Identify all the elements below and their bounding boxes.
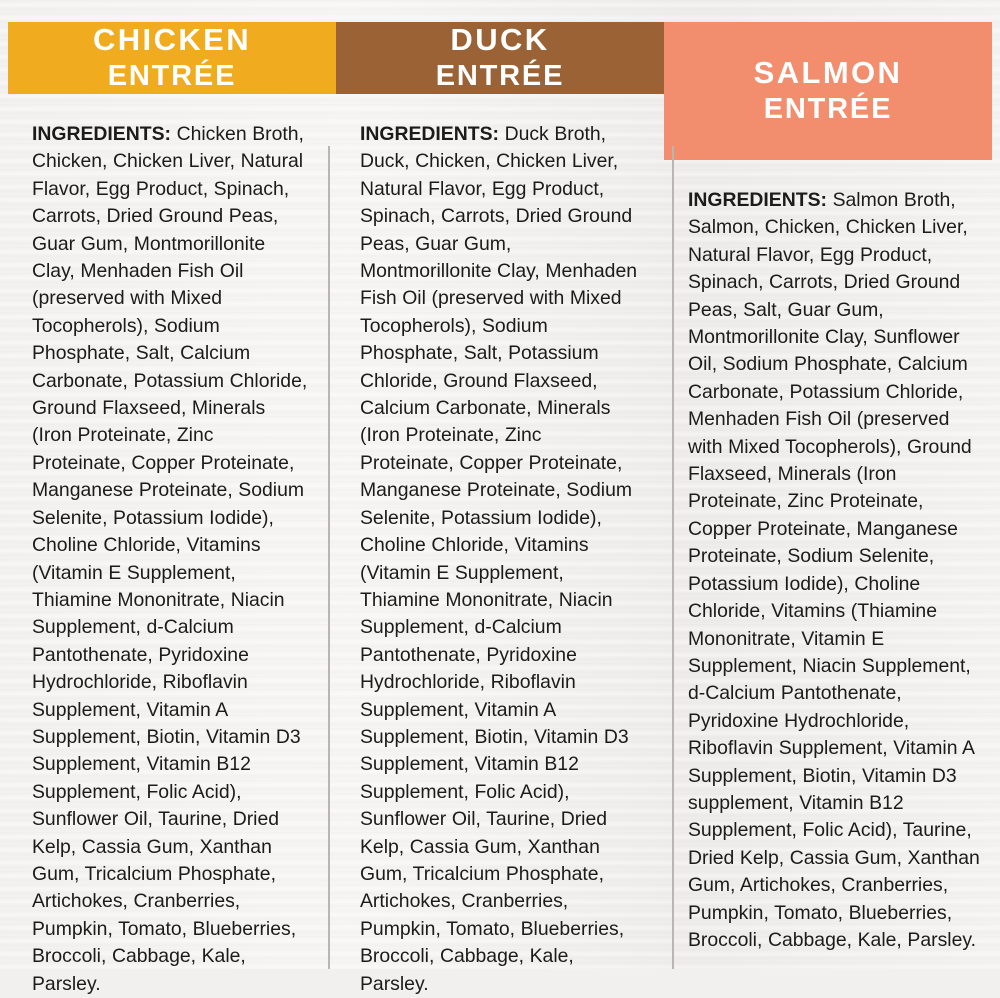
column-duck (336, 0, 664, 995)
column-divider-left (328, 146, 330, 969)
ingredients-text-duck: Duck Broth, Duck, Chicken, Chicken Liver, Natural Flavor, Egg Product, Spinach, Carrots, Dried Ground Peas, Guar Gum, Montmorillonite Clay, Menhaden Fish Oil (preserved with Mixed Tocopherols), Sodium Phosphate, Salt, Potassium Chloride, Ground Flaxseed, Calcium Carbonate, Minerals (Iron Proteinate, Zinc Proteinate, Copper Proteinate, Manganese Proteinate, Sodium Selenite, Potassium Iodide), Choline Chloride, Vitamins (Vitamin E Supplement, Thiamine Mononitrate, Niacin Supplement, d-Calcium Pantothenate, Pyridoxine Hydrochloride, Riboflavin Supplement, Vitamin A Supplement, Biotin, Vitamin D3 Supplement, Vitamin B12 Supplement, Folic Acid), Sunflower Oil, Taurine, Dried Kelp, Cassia Gum, Xanthan Gum, Tricalcium Phosphate, Artichokes, Cranberries, Pumpkin, Tomato, Blueberries, Broccoli, Cabbage, Kale, Parsley. (360, 123, 638, 995)
banner-salmon-title-line1: SALMON (753, 55, 903, 90)
column-chicken (0, 0, 336, 995)
ingredients-salmon (664, 160, 992, 954)
ingredients-chicken (8, 94, 336, 998)
column-divider-right (672, 146, 674, 969)
column-salmon (664, 0, 1000, 969)
ingredients-duck (336, 94, 664, 998)
banner-salmon (664, 22, 992, 160)
banner-duck-title-line2: ENTRÉE (435, 60, 565, 92)
banner-chicken-title-line2: ENTRÉE (107, 60, 237, 92)
banner-salmon-title-line2: ENTRÉE (763, 93, 893, 125)
banner-chicken-title-line1: CHICKEN (92, 22, 252, 57)
banner-duck (336, 22, 664, 94)
ingredients-text-chicken: Chicken Broth, Chicken, Chicken Liver, Natural Flavor, Egg Product, Spinach, Carrots, Dried Ground Peas, Guar Gum, Montmorillonite Clay, Menhaden Fish Oil (preserved with Mixed Tocopherols), Sodium Phosphate, Salt, Calcium Carbonate, Potassium Chloride, Ground Flaxseed, Minerals (Iron Proteinate, Zinc Proteinate, Copper Proteinate, Manganese Proteinate, Sodium Selenite, Potassium Iodide), Choline Chloride, Vitamins (Vitamin E Supplement, Thiamine Mononitrate, Niacin Supplement, d-Calcium Pantothenate, Pyridoxine Hydrochloride, Riboflavin Supplement, Vitamin A Supplement, Biotin, Vitamin D3 Supplement, Vitamin B12 Supplement, Folic Acid), Sunflower Oil, Taurine, Dried Kelp, Cassia Gum, Xanthan Gum, Tricalcium Phosphate, Artichokes, Cranberries, Pumpkin, Tomato, Blueberries, Broccoli, Cabbage, Kale, Parsley. (32, 123, 308, 995)
ingredients-label-salmon: INGREDIENTS: (688, 189, 827, 211)
banner-duck-title-line1: DUCK (450, 22, 550, 57)
banner-chicken (8, 22, 336, 94)
ingredients-text-salmon: Salmon Broth, Salmon, Chicken, Chicken Liver, Natural Flavor, Egg Product, Spinach, Carrots, Dried Ground Peas, Salt, Guar Gum, Montmorillonite Clay, Sunflower Oil, Sodium Phosphate, Calcium Carbonate, Potassium Chloride, Menhaden Fish Oil (preserved with Mixed Tocopherols), Ground Flaxseed, Minerals (Iron Proteinate, Zinc Proteinate, Copper Proteinate, Manganese Proteinate, Sodium Selenite, Potassium Iodide), Choline Chloride, Vitamins (Thiamine Mononitrate, Vitamin E Supplement, Niacin Supplement, d-Calcium Pantothenate, Pyridoxine Hydrochloride, Riboflavin Supplement, Vitamin A Supplement, Biotin, Vitamin D3 supplement, Vitamin B12 Supplement, Folic Acid), Taurine, Dried Kelp, Cassia Gum, Xanthan Gum, Artichokes, Cranberries, Pumpkin, Tomato, Blueberries, Broccoli, Cabbage, Kale, Parsley. (688, 189, 980, 951)
ingredients-label-chicken: INGREDIENTS: (32, 123, 171, 145)
ingredients-label-duck: INGREDIENTS: (360, 123, 499, 145)
